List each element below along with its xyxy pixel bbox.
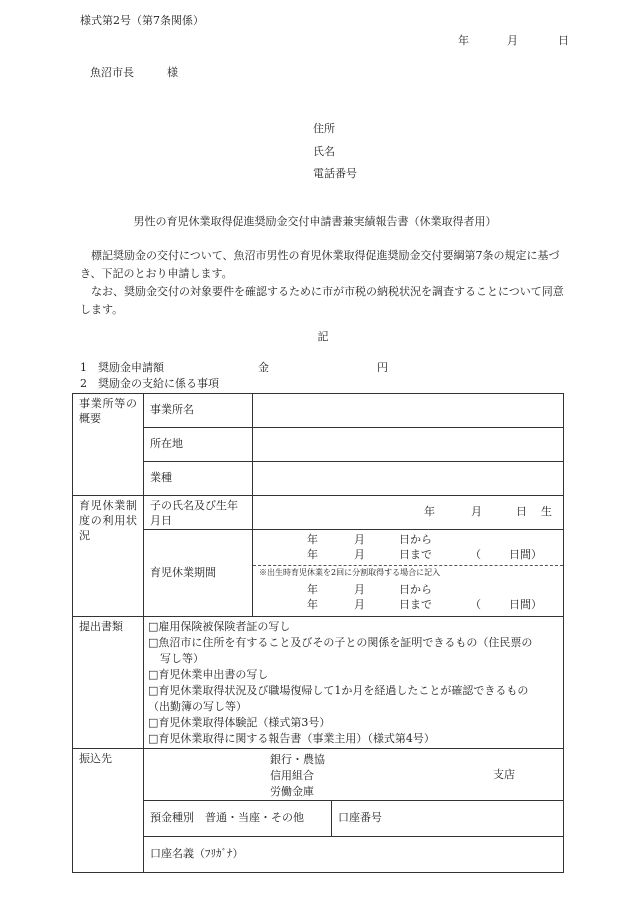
office-location-label: 所在地 (144, 428, 253, 462)
period-field[interactable] (253, 530, 564, 617)
childcare-category: 育児休業制度の利用状況 (73, 496, 144, 617)
application-date (458, 34, 569, 49)
body-paragraph-1: 標記奨励金の交付について、魚沼市男性の育児休業取得促進奨励金交付要綱第7条の規定に基づき、下記のとおり申請します。 (80, 249, 560, 280)
bank-type-credit-union: 信用組合 (270, 769, 314, 782)
item-1-amount (80, 361, 388, 376)
branch-label: 支店 (493, 768, 515, 781)
account-number-label[interactable]: 口座番号 (338, 811, 382, 825)
birth-month: 月 (471, 505, 482, 519)
office-location-field[interactable] (253, 428, 564, 462)
yen-label: 円 (377, 361, 388, 374)
document-title: 男性の育児休業取得促進奨励金交付申請書兼実績報告書（休業取得者用） (133, 215, 497, 228)
document-item-continued: （出勤簿の写し等） (148, 700, 247, 713)
document-item-continued: 写し等） (160, 652, 204, 665)
body-paragraph-2: なお、奨励金交付の対象要件を確認するために市が市税の納税状況を調査することについて同意します。 (80, 285, 564, 316)
address-label: 住所 (313, 122, 335, 135)
bank-type-labour-bank: 労働金庫 (270, 785, 314, 798)
addressee: 魚沼市長 様 (90, 66, 178, 79)
office-name-field[interactable] (253, 394, 564, 428)
item-2-label: 2 奨励金の支給に係る事項 (80, 377, 219, 390)
ki-heading: 記 (317, 330, 329, 343)
phone-label: 電話番号 (313, 167, 357, 180)
office-industry-label: 業種 (144, 462, 253, 496)
child-birth-field[interactable] (253, 496, 564, 530)
bank-name-field[interactable] (144, 749, 564, 801)
office-name-label: 事業所名 (144, 394, 253, 428)
office-industry-field[interactable] (253, 462, 564, 496)
period-2-from: 年 月 日から (307, 583, 432, 596)
birth-year: 年 (424, 505, 435, 519)
birth-suffix: 生 (541, 505, 552, 519)
document-item[interactable]: □魚沼市に住所を有すること及びその子との関係を証明できるもの（住民票の (148, 636, 533, 649)
bank-category: 振込先 (73, 749, 144, 873)
kin-label: 金 (258, 361, 269, 374)
birth-day: 日 (516, 505, 527, 519)
document-item[interactable]: □育児休業取得に関する報告書（事業主用）（様式第4号） (148, 732, 435, 745)
document-item[interactable]: □育児休業取得状況及び職場復帰して1か月を経過したことが確認できるもの (148, 684, 529, 697)
documents-category: 提出書類 (73, 617, 144, 749)
item-1-label: 1 奨励金申請額 (80, 361, 164, 374)
period-1-from: 年 月 日から (307, 533, 432, 546)
deposit-type-label[interactable]: 預金種別 普通・当座・その他 (144, 801, 332, 836)
date-month: 月 (507, 34, 518, 47)
document-item[interactable]: □育児休業取得体験記（様式第3号） (148, 716, 331, 729)
child-label: 子の氏名及び生年月日 (144, 496, 253, 530)
bank-type-bank: 銀行・農協 (270, 753, 325, 766)
period-1-until: 年 月 日まで （ 日間） (307, 548, 542, 561)
form-number: 様式第2号（第7条関係） (80, 14, 204, 27)
details-table (72, 393, 564, 873)
period-label: 育児休業期間 (144, 530, 253, 617)
body-text (80, 247, 572, 319)
office-category: 事業所等の概要 (73, 394, 144, 496)
split-note: ※出生時育児休業を2回に分割取得する場合に記入 (259, 568, 441, 577)
documents-list (144, 617, 564, 749)
date-year: 年 (458, 34, 469, 47)
account-holder-label[interactable]: 口座名義（ﾌﾘｶﾞﾅ） (144, 837, 564, 873)
date-day: 日 (558, 34, 569, 47)
document-item[interactable]: □育児休業申出書の写し (148, 668, 269, 681)
account-row (144, 801, 564, 837)
name-label: 氏名 (313, 145, 335, 158)
document-item[interactable]: □雇用保険被保険者証の写し (148, 620, 291, 633)
period-2-until: 年 月 日まで （ 日間） (307, 598, 542, 611)
period-divider (253, 565, 563, 566)
